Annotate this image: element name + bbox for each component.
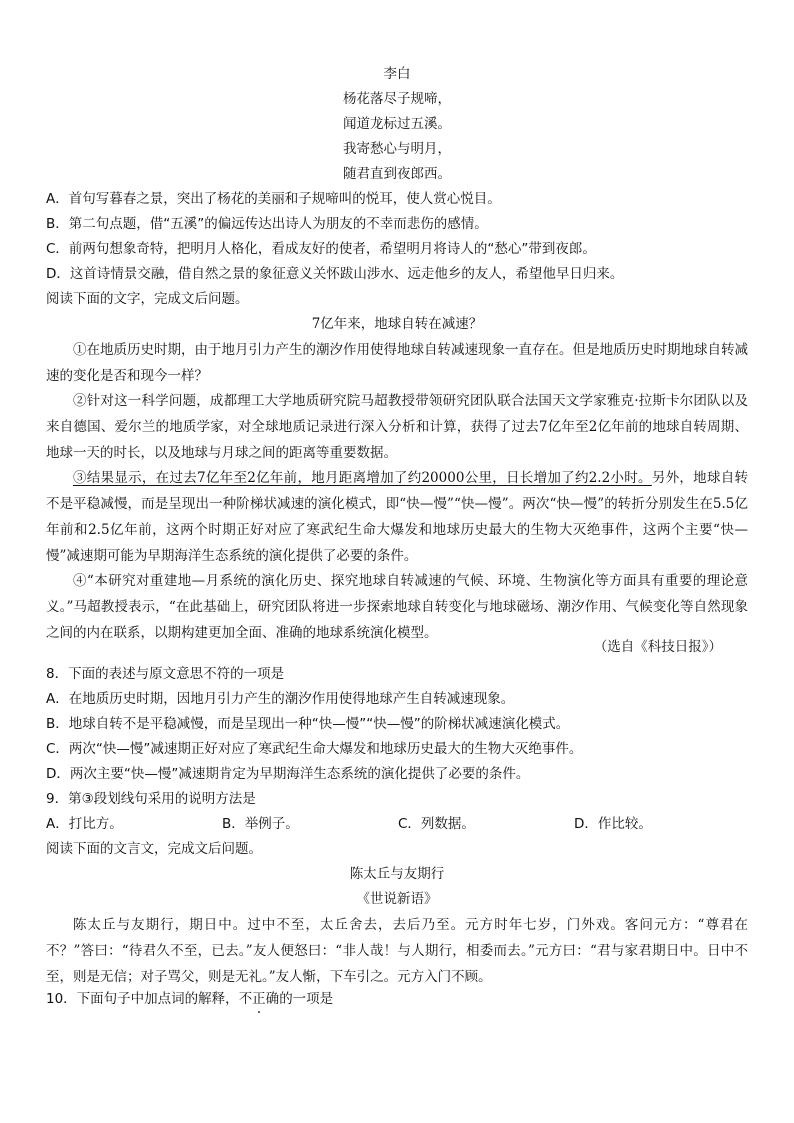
article-source: （选自《科技日报》） xyxy=(593,639,722,655)
q9-option-a: A．打比方。 xyxy=(46,816,123,832)
article-paragraph-3 xyxy=(46,465,748,569)
poem-line-1: 杨花落尽子规啼， xyxy=(343,91,451,107)
q8-option-b: B．地球自转不是平稳减慢，而是呈现出一种“快—慢”“快—慢”的阶梯状减速演化模式。 xyxy=(46,716,570,732)
q7-option-c: C．前两句想象奇特，把明月人格化，看成友好的使者，希望明月将诗人的“愁心”带到夜郎。 xyxy=(46,241,596,257)
poem-line-3: 我寄愁心与明月， xyxy=(343,141,451,157)
paragraph-3-rest: 另外，地球自转不是平稳减慢，而是呈现出一种阶梯状减速的演化模式，即“快—慢”“快—慢”。两次“快—慢”的转折分别发生在5.5亿年前和2.5亿年前，这两个时期正好对应了寒武纪生命大爆发和地球历史最大的生物大灭绝事件，这两个主要“快—慢”减速期可能为早期海洋生态系统的演化提供了必要的条件。 xyxy=(46,470,749,564)
classical-title: 陈太丘与友期行 xyxy=(349,866,445,882)
poem-line-4: 随君直到夜郎西。 xyxy=(343,166,451,182)
poem-line-2: 闻道龙标过五溪。 xyxy=(343,116,451,132)
q10-stem-suffix: 的一项是 xyxy=(279,991,334,1007)
q9-option-c: C．列数据。 xyxy=(398,816,475,832)
reading-intro-2: 阅读下面的文言文，完成文后问题。 xyxy=(46,841,262,857)
q10-stem-prefix: 10．下面句子中加点词的解释， xyxy=(46,991,239,1007)
q10-stem xyxy=(46,987,748,1011)
q9-option-d: D．作比较。 xyxy=(574,816,652,832)
reading-intro-1: 阅读下面的文字，完成文后问题。 xyxy=(46,291,249,307)
q7-option-a: A．首句写暮春之景，突出了杨花的美丽和子规啼叫的悦耳，使人赏心悦目。 xyxy=(46,191,501,207)
q7-option-b: B．第二句点题，借“五溪”的偏远传达出诗人为朋友的不幸而悲伤的感情。 xyxy=(46,216,488,232)
article-paragraph-2: ②针对这一科学问题，成都理工大学地质研究院马超教授带领研究团队联合法国天文学家雅克·拉斯卡尔团队以及来自德国、爱尔兰的地质学家，对全球地质记录进行深入分析和计算，获得了过去7亿年至2亿年前的地球自转周期、地球一天的时长，以及地球与月球之间的距离等重要数据。 xyxy=(46,393,748,461)
q8-stem: 8．下面的表述与原文意思不符的一项是 xyxy=(46,666,285,682)
classical-source: 《世说新语》 xyxy=(356,891,438,907)
q8-option-d: D．两次主要“快—慢”减速期肯定为早期海洋生态系统的演化提供了必要的条件。 xyxy=(46,766,530,782)
q9-stem: 9．第③段划线句采用的说明方法是 xyxy=(46,791,256,807)
q8-option-c: C．两次“快—慢”减速期正好对应了寒武纪生命大爆发和地球历史最大的生物大灭绝事件。 xyxy=(46,741,583,757)
poem-author: 李白 xyxy=(383,66,411,82)
article-paragraph-1: ①在地质历史时期，由于地月引力产生的潮汐作用使得地球自转减速现象一直存在。但是地质历史时期地球自转减速的变化是否和现今一样？ xyxy=(46,342,748,384)
q9-option-b: B．举例子。 xyxy=(222,816,299,832)
classical-text: 陈太丘与友期行，期日中。过中不至，太丘舍去，去后乃至。元方时年七岁，门外戏。客问元方：“尊君在不？”答曰：“待君久不至，已去。”友人便怒曰：“非人哉！与人期行，相委而去。”元方曰：“君与家君期日中。日中不至，则是无信；对子骂父，则是无礼。”友人惭，下车引之。元方入门不顾。 xyxy=(46,917,748,985)
q7-option-d: D．这首诗情景交融，借自然之景的象征意义关怀跋山涉水、远走他乡的友人，希望他早日归来。 xyxy=(46,266,624,282)
q9-options xyxy=(46,812,748,836)
article-title: 7亿年来，地球自转在减速？ xyxy=(311,316,483,332)
article-paragraph-4: ④“本研究对重建地—月系统的演化历史、探究地球自转减速的气候、环境、生物演化等方面具有重要的理论意义。”马超教授表示，“在此基础上，研究团队将进一步探索地球自转变化与地球磁场、潮汐作用、气候变化等自然现象之间的内在联系，以期构建更加全面、准确的地球系统演化模型。 xyxy=(46,573,748,641)
underlined-sentence: ③结果显示，在过去7亿年至2亿年前，地月距离增加了约20000公里，日长增加了约2.2小时。 xyxy=(73,470,652,486)
q8-option-a: A．在地质历史时期，因地月引力产生的潮汐作用使得地球产生自转减速现象。 xyxy=(46,691,515,707)
q10-dotted-word: 不正确 xyxy=(238,991,280,1007)
